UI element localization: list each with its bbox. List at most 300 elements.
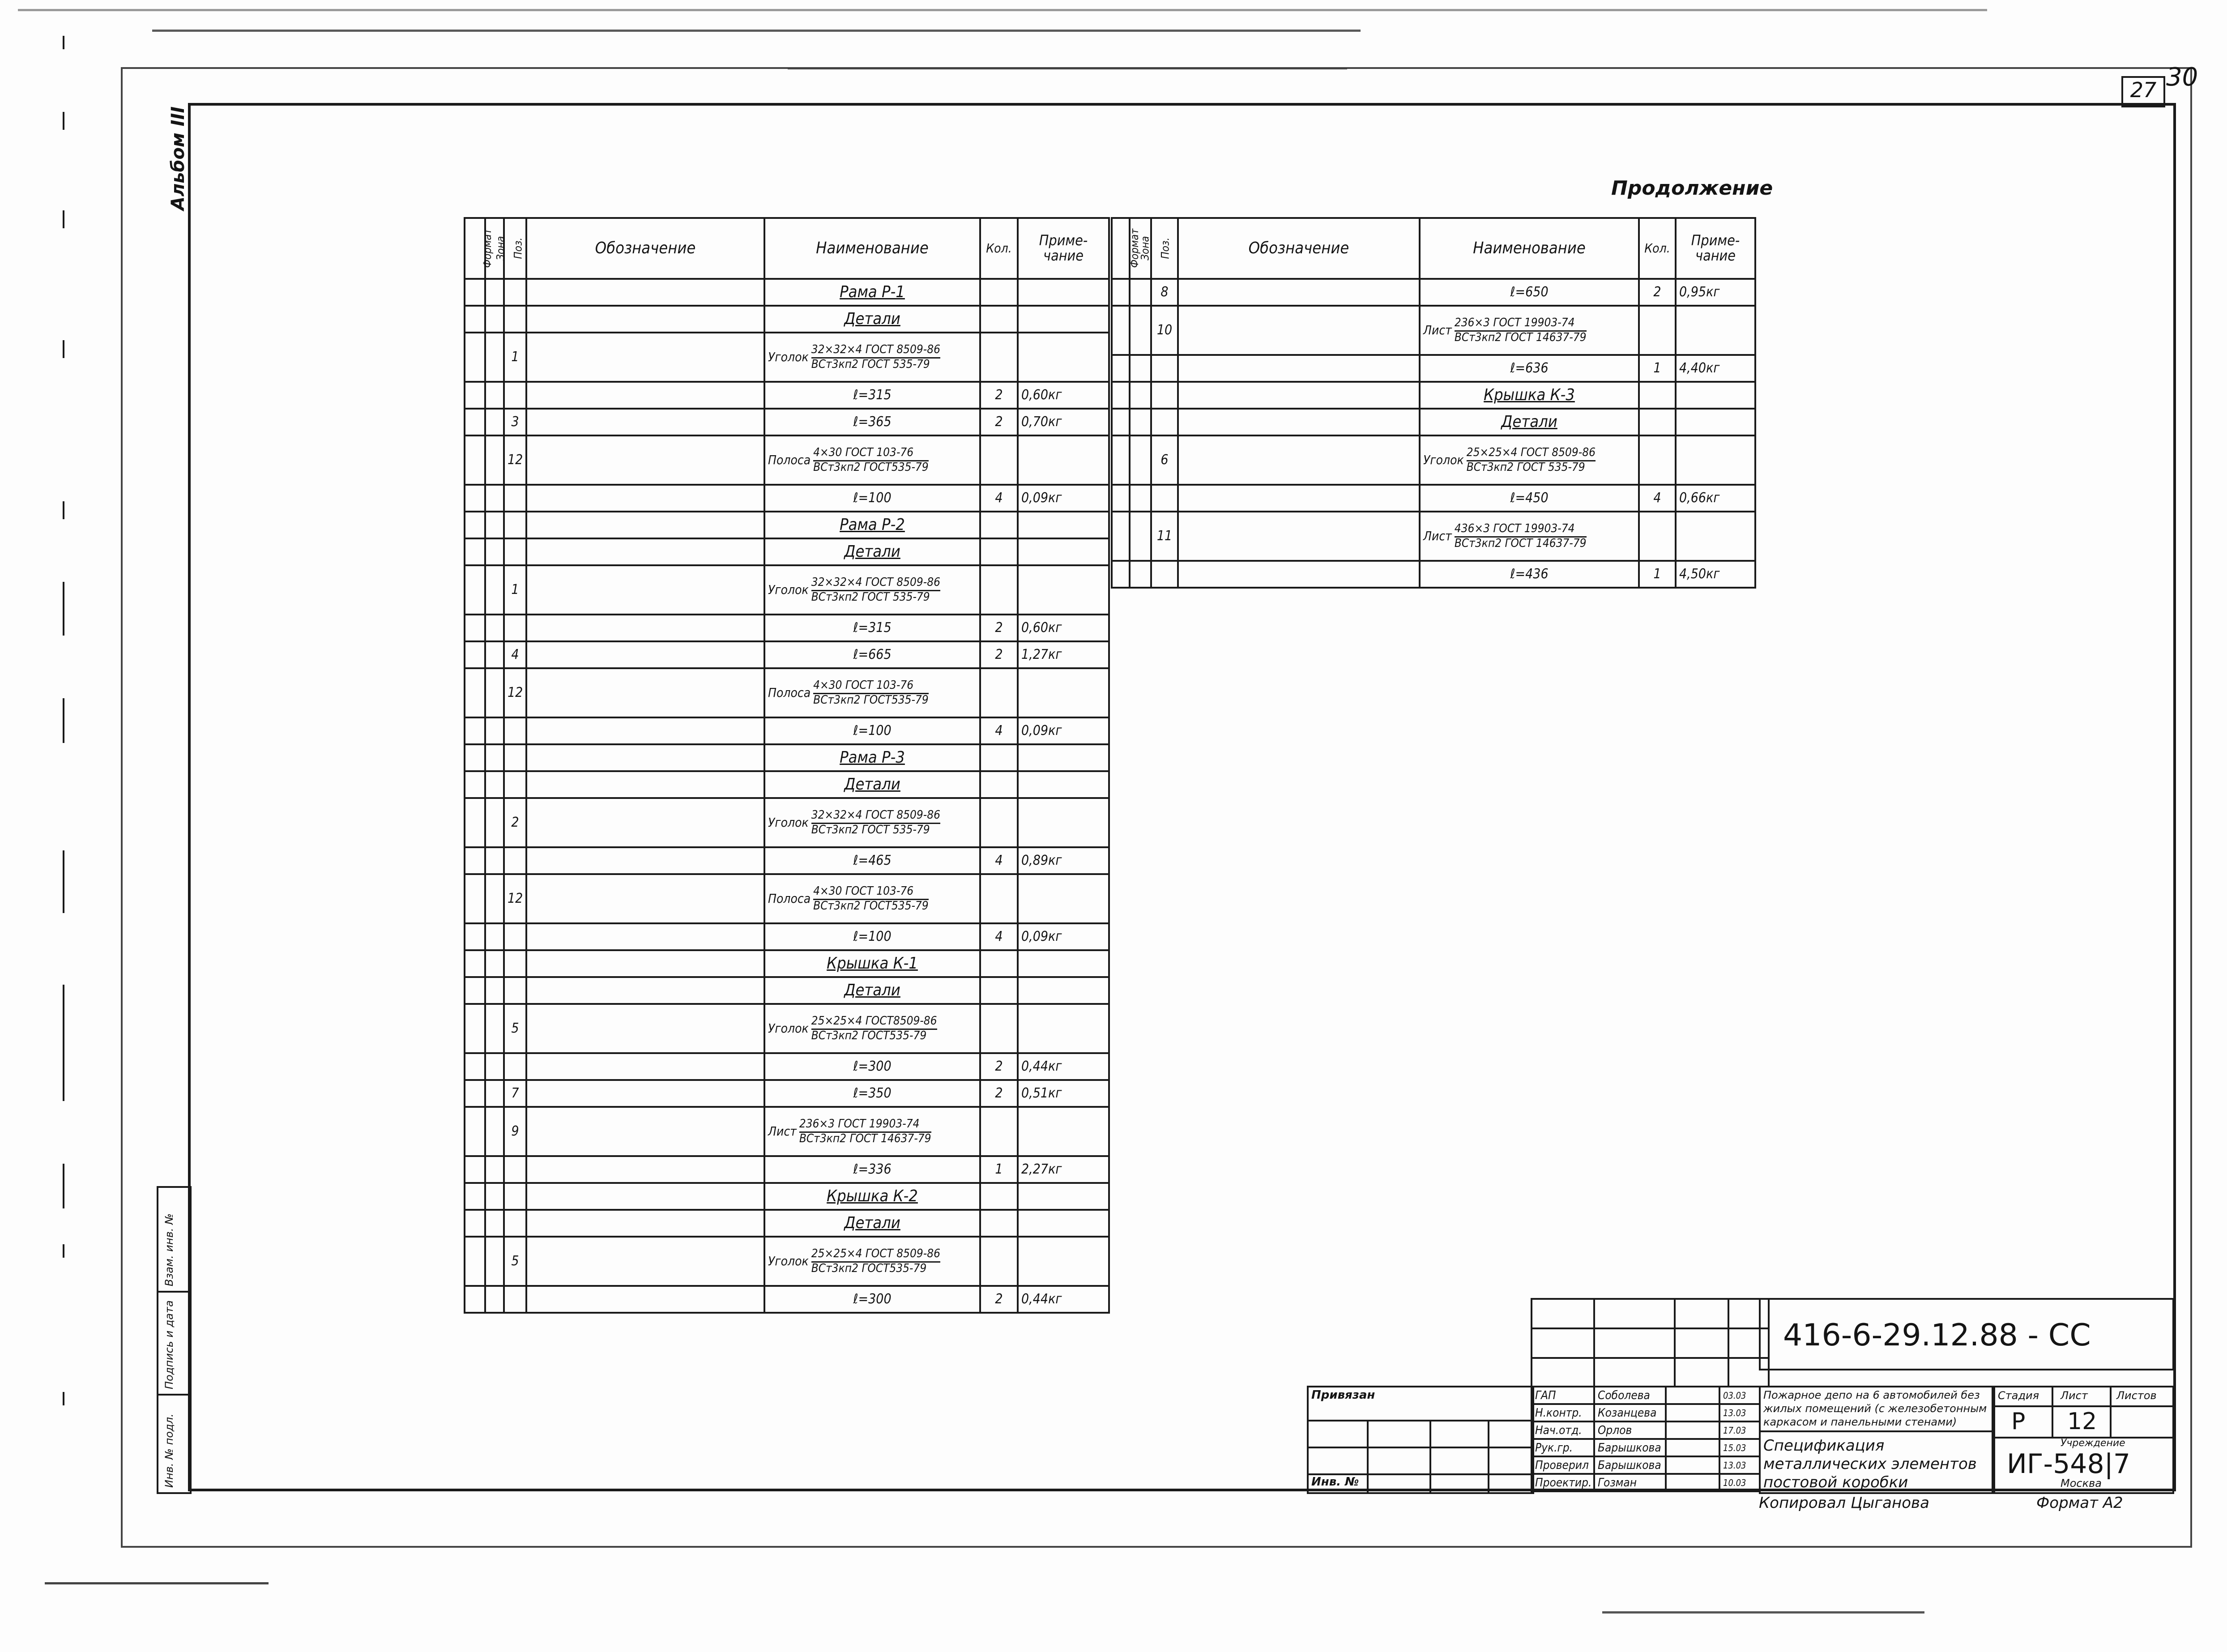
item-title: ℓ=300: [853, 1059, 892, 1075]
signature-sign: [1666, 1404, 1719, 1421]
cell-pos: 9: [504, 1107, 526, 1156]
col-qty-header: Кол.: [1639, 218, 1676, 279]
cell-zone: [485, 485, 504, 512]
cell-format: [1112, 561, 1130, 588]
cell-pos: 12: [504, 874, 526, 923]
cell-pos: 5: [504, 1237, 526, 1286]
item-title: Рама Р-1: [840, 283, 905, 302]
cell-designation: [1178, 409, 1420, 435]
cell-qty: 2: [980, 1053, 1018, 1080]
cell-name: [764, 874, 980, 923]
cell-designation: [526, 1080, 764, 1107]
profile-spec: 32×32×4 ГОСТ 8509-86: [811, 344, 940, 358]
cell-pos: [504, 382, 526, 409]
part-kind: Уголок: [768, 350, 809, 365]
cell-designation: [526, 641, 764, 668]
cell-qty: [980, 306, 1018, 333]
cell-note: [1018, 435, 1109, 485]
cell-format: [465, 615, 485, 641]
cell-zone: [1130, 306, 1151, 355]
part-kind: Полоса: [768, 685, 811, 700]
cell-pos: 3: [504, 409, 526, 435]
spec-row: [465, 435, 1109, 485]
signature-name: Козанцева: [1594, 1404, 1666, 1421]
spec-row: [1112, 355, 1755, 382]
col-zone-header: Зона: [485, 218, 504, 279]
signature-row: [1532, 1474, 1760, 1491]
item-title: ℓ=650: [1510, 284, 1549, 300]
item-title: ℓ=636: [1510, 360, 1549, 376]
cell-name: [764, 717, 980, 744]
cell-format: [465, 1210, 485, 1237]
cell-zone: [485, 1237, 504, 1286]
signature-sign: [1666, 1439, 1719, 1456]
material-spec: ВСт3кп2 ГОСТ 535-79: [811, 823, 930, 837]
col-pos-header: Поз.: [504, 218, 526, 279]
cell-zone: [1130, 561, 1151, 588]
cell-pos: [504, 977, 526, 1004]
inventory-label: Инв. №: [1311, 1475, 1359, 1489]
cell-designation: [526, 409, 764, 435]
cell-zone: [1130, 355, 1151, 382]
part-kind: Лист: [768, 1124, 797, 1139]
col-qty-header: Кол.: [980, 218, 1018, 279]
profile-spec: 32×32×4 ГОСТ 8509-86: [811, 576, 940, 591]
cell-pos: [504, 744, 526, 771]
cell-note: 2,27кг: [1018, 1156, 1109, 1183]
cell-format: [465, 1053, 485, 1080]
item-title: Детали: [844, 310, 900, 329]
cell-zone: [1130, 279, 1151, 306]
signature-role: Н.контр.: [1532, 1404, 1594, 1421]
signature-row: [1532, 1439, 1760, 1456]
cell-name: [764, 1004, 980, 1053]
cell-pos: 1: [504, 565, 526, 615]
cell-qty: [980, 1004, 1018, 1053]
cell-format: [465, 306, 485, 333]
cell-name: [764, 1183, 980, 1210]
col-format-header: Формат: [1112, 218, 1130, 279]
signature-sign: [1666, 1474, 1719, 1491]
cell-name: [764, 950, 980, 977]
cell-qty: [980, 435, 1018, 485]
cell-zone: [485, 382, 504, 409]
cell-designation: [526, 923, 764, 950]
cell-qty: 1: [1639, 561, 1676, 588]
cell-qty: 4: [1639, 485, 1676, 512]
cell-format: [1112, 512, 1130, 561]
cell-designation: [1178, 512, 1420, 561]
part-kind: Лист: [1423, 323, 1452, 338]
material-spec: ВСт3кп2 ГОСТ 14637-79: [1454, 330, 1587, 344]
cell-name: [1420, 306, 1639, 355]
margin-mark: [63, 501, 64, 519]
col-name-header: Наименование: [1420, 218, 1639, 279]
cell-note: [1018, 538, 1109, 565]
signatures-table: [1531, 1386, 1761, 1492]
signature-role: Проверил: [1532, 1456, 1594, 1474]
spec-row: [465, 923, 1109, 950]
cell-designation: [526, 771, 764, 798]
col-designation-header: Обозначение: [526, 218, 764, 279]
spec-row: [465, 1286, 1109, 1313]
cell-note: 0,09кг: [1018, 485, 1109, 512]
cell-qty: 2: [980, 409, 1018, 435]
sheets-label: Листов: [2116, 1389, 2157, 1402]
cell-name: [764, 798, 980, 847]
cell-note: 0,44кг: [1018, 1053, 1109, 1080]
margin-mark: [63, 582, 64, 636]
spec-row: [465, 798, 1109, 847]
cell-note: [1676, 409, 1755, 435]
cell-format: [465, 874, 485, 923]
item-title: ℓ=450: [1510, 490, 1549, 506]
profile-spec: 4×30 ГОСТ 103-76: [813, 679, 929, 694]
spec-row: [1112, 512, 1755, 561]
spec-row: [465, 977, 1109, 1004]
cell-designation: [1178, 485, 1420, 512]
profile-spec: 25×25×4 ГОСТ8509-86: [811, 1015, 937, 1029]
cell-designation: [526, 485, 764, 512]
cell-qty: [980, 1183, 1018, 1210]
cell-pos: [504, 306, 526, 333]
signature-role: Проектир.: [1532, 1474, 1594, 1491]
signature-date: 03.03: [1719, 1387, 1760, 1404]
item-title: Детали: [1501, 413, 1557, 431]
item-title: Рама Р-2: [840, 516, 905, 534]
stage-value: Р: [2011, 1408, 2026, 1435]
col-note-header: Приме-чание: [1018, 218, 1109, 279]
cell-pos: [504, 771, 526, 798]
cell-qty: 2: [980, 1286, 1018, 1313]
cell-format: [1112, 279, 1130, 306]
cell-pos: 6: [1151, 435, 1178, 485]
sheet-title: Спецификация металлических элементов постовой коробки: [1763, 1437, 1977, 1491]
cell-pos: [504, 1156, 526, 1183]
cell-qty: [980, 744, 1018, 771]
cell-zone: [485, 847, 504, 874]
stage-label: Стадия: [1998, 1389, 2039, 1402]
signature-name: Барышкова: [1594, 1456, 1666, 1474]
cell-designation: [526, 382, 764, 409]
cell-format: [465, 279, 485, 306]
cell-pos: [1151, 409, 1178, 435]
profile-spec: 32×32×4 ГОСТ 8509-86: [811, 809, 940, 824]
cell-note: [1018, 668, 1109, 717]
col-note-header: Приме-чание: [1676, 218, 1755, 279]
cell-designation: [526, 1107, 764, 1156]
signature-row: [1532, 1404, 1760, 1421]
cell-zone: [1130, 409, 1151, 435]
cell-designation: [526, 798, 764, 847]
cell-pos: [504, 279, 526, 306]
cell-note: 0,89кг: [1018, 847, 1109, 874]
spec-row: [465, 485, 1109, 512]
signature-name: Гозман: [1594, 1474, 1666, 1491]
cell-format: [465, 409, 485, 435]
cell-format: [465, 1080, 485, 1107]
cell-name: [764, 744, 980, 771]
cell-pos: [504, 538, 526, 565]
signature-row: [1532, 1421, 1760, 1439]
item-title: ℓ=365: [853, 414, 892, 430]
spec-row: [465, 668, 1109, 717]
cell-designation: [526, 1156, 764, 1183]
cell-zone: [485, 333, 504, 382]
part-kind: Уголок: [768, 1254, 809, 1269]
cell-designation: [1178, 355, 1420, 382]
spec-row: [465, 1004, 1109, 1053]
profile-spec: 236×3 ГОСТ 19903-74: [1455, 317, 1587, 331]
cell-zone: [485, 717, 504, 744]
cell-format: [1112, 485, 1130, 512]
signature-role: ГАП: [1532, 1387, 1594, 1404]
cell-note: [1018, 1210, 1109, 1237]
signature-date: 13.03: [1719, 1404, 1760, 1421]
cell-pos: [504, 485, 526, 512]
spec-row: [465, 382, 1109, 409]
cell-pos: 11: [1151, 512, 1178, 561]
cell-format: [465, 744, 485, 771]
cell-designation: [526, 847, 764, 874]
cell-qty: [980, 1237, 1018, 1286]
cell-note: [1018, 565, 1109, 615]
institution-city: Москва: [2061, 1477, 2102, 1490]
cell-format: [465, 485, 485, 512]
cell-format: [465, 1183, 485, 1210]
item-title: Детали: [844, 981, 900, 1000]
cell-name: [764, 923, 980, 950]
cell-note: [1018, 771, 1109, 798]
cell-designation: [1178, 382, 1420, 409]
material-spec: ВСт3кп2 ГОСТ 535-79: [811, 590, 930, 604]
cell-qty: [1639, 435, 1676, 485]
item-title: Детали: [844, 1214, 900, 1233]
item-title: Рама Р-3: [840, 748, 905, 767]
cell-name: [764, 1210, 980, 1237]
cell-zone: [485, 1004, 504, 1053]
cell-zone: [485, 1286, 504, 1313]
col-format-header: Формат: [465, 218, 485, 279]
profile-spec: 25×25×4 ГОСТ 8509-86: [811, 1248, 940, 1262]
cell-qty: [1639, 382, 1676, 409]
cell-name: [764, 1053, 980, 1080]
cell-pos: 12: [504, 435, 526, 485]
side-stamp: [157, 1186, 192, 1494]
spec-row: [465, 306, 1109, 333]
album-label: Альбом III: [168, 106, 188, 210]
cell-format: [1112, 409, 1130, 435]
cell-zone: [485, 1210, 504, 1237]
cell-qty: [980, 798, 1018, 847]
cell-format: [465, 717, 485, 744]
cell-zone: [1130, 382, 1151, 409]
cell-zone: [485, 771, 504, 798]
cell-name: [764, 668, 980, 717]
cell-format: [1112, 435, 1130, 485]
cell-format: [465, 950, 485, 977]
cell-qty: [980, 1210, 1018, 1237]
cell-note: 0,60кг: [1018, 615, 1109, 641]
project-name: Пожарное депо на 6 автомобилей без жилых помещений (с железобетонным каркасом и панельными стенами): [1763, 1389, 1987, 1428]
cell-pos: [1151, 382, 1178, 409]
material-spec: ВСт3кп2 ГОСТ 535-79: [1466, 460, 1585, 474]
cell-format: [465, 847, 485, 874]
cell-name: [764, 977, 980, 1004]
cell-qty: [1639, 306, 1676, 355]
cell-zone: [485, 1107, 504, 1156]
profile-spec: 436×3 ГОСТ 19903-74: [1455, 523, 1587, 537]
cell-note: [1676, 382, 1755, 409]
item-title: ℓ=436: [1510, 566, 1549, 582]
cell-name: [764, 306, 980, 333]
cell-zone: [485, 1080, 504, 1107]
signature-date: 10.03: [1719, 1474, 1760, 1491]
margin-mark: [63, 698, 64, 743]
cell-note: 0,09кг: [1018, 717, 1109, 744]
cell-designation: [526, 950, 764, 977]
cell-qty: [980, 771, 1018, 798]
signature-sign: [1666, 1421, 1719, 1439]
item-title: ℓ=100: [853, 490, 892, 506]
material-spec: ВСт3кп2 ГОСТ535-79: [813, 693, 929, 707]
cell-pos: [504, 950, 526, 977]
cell-designation: [526, 1004, 764, 1053]
cell-qty: [1639, 409, 1676, 435]
sheet-label: Лист: [2061, 1389, 2088, 1402]
spec-row: [1112, 306, 1755, 355]
signature-date: 17.03: [1719, 1421, 1760, 1439]
cell-qty: 1: [980, 1156, 1018, 1183]
profile-spec: 4×30 ГОСТ 103-76: [813, 885, 929, 900]
cell-designation: [526, 1237, 764, 1286]
cell-format: [465, 1237, 485, 1286]
cell-note: [1676, 512, 1755, 561]
margin-mark: [63, 1244, 64, 1258]
cell-name: [1420, 409, 1639, 435]
continuation-label: Продолжение: [1611, 177, 1773, 200]
cell-designation: [526, 565, 764, 615]
spec-row: [465, 847, 1109, 874]
binding-block: [1307, 1386, 1534, 1494]
spec-row: [465, 1183, 1109, 1210]
cell-qty: [980, 512, 1018, 538]
cell-note: [1018, 874, 1109, 923]
cell-note: 0,66кг: [1676, 485, 1755, 512]
cell-zone: [485, 409, 504, 435]
cell-pos: [504, 1053, 526, 1080]
spec-row: [1112, 561, 1755, 588]
item-title: ℓ=100: [853, 723, 892, 739]
cell-note: [1018, 279, 1109, 306]
part-kind: Полоса: [768, 891, 811, 906]
cell-format: [465, 512, 485, 538]
cell-name: [1420, 435, 1639, 485]
cell-pos: 8: [1151, 279, 1178, 306]
cell-pos: 1: [504, 333, 526, 382]
spec-row: [465, 641, 1109, 668]
material-spec: ВСт3кп2 ГОСТ535-79: [811, 1029, 927, 1042]
cell-note: [1018, 744, 1109, 771]
margin-mark: [63, 985, 64, 1101]
cell-zone: [485, 538, 504, 565]
spec-row: [1112, 485, 1755, 512]
profile-spec: 236×3 ГОСТ 19903-74: [799, 1118, 931, 1132]
cell-format: [465, 1107, 485, 1156]
cell-qty: 4: [980, 923, 1018, 950]
cell-format: [465, 771, 485, 798]
cell-format: [465, 565, 485, 615]
spec-row: [465, 1080, 1109, 1107]
cell-zone: [1130, 435, 1151, 485]
spec-row: [465, 333, 1109, 382]
cell-note: [1018, 798, 1109, 847]
cell-note: [1676, 306, 1755, 355]
cell-name: [764, 1156, 980, 1183]
cell-note: 4,50кг: [1676, 561, 1755, 588]
part-kind: Уголок: [768, 815, 809, 830]
cell-qty: [980, 1107, 1018, 1156]
drawing-code: 416-6-29.12.88 - СС: [1783, 1318, 2091, 1353]
margin-mark: [63, 340, 64, 358]
spec-row: [1112, 382, 1755, 409]
spec-row: [465, 771, 1109, 798]
cell-pos: [504, 1286, 526, 1313]
side-stamp-inventory: Инв. № подл.: [163, 1413, 175, 1488]
cell-pos: [504, 717, 526, 744]
cell-qty: [980, 538, 1018, 565]
cell-pos: [504, 615, 526, 641]
item-title: Детали: [844, 775, 900, 794]
cell-name: [764, 1080, 980, 1107]
title-block: [1307, 1298, 2171, 1490]
cell-format: [1112, 382, 1130, 409]
cell-pos: [504, 512, 526, 538]
cell-pos: [504, 923, 526, 950]
cell-note: 0,44кг: [1018, 1286, 1109, 1313]
spec-row: [1112, 279, 1755, 306]
signature-role: Нач.отд.: [1532, 1421, 1594, 1439]
spec-row: [465, 1053, 1109, 1080]
cell-zone: [485, 1053, 504, 1080]
copied-by: Копировал Цыганова: [1759, 1494, 1929, 1512]
cell-name: [764, 847, 980, 874]
cell-zone: [485, 1156, 504, 1183]
cell-designation: [526, 435, 764, 485]
cell-zone: [485, 641, 504, 668]
spec-row: [465, 279, 1109, 306]
cell-zone: [485, 923, 504, 950]
spec-table-right: [1111, 217, 1756, 589]
cell-designation: [526, 977, 764, 1004]
cell-qty: 2: [980, 615, 1018, 641]
cell-zone: [485, 798, 504, 847]
profile-spec: 4×30 ГОСТ 103-76: [813, 447, 929, 461]
material-spec: ВСт3кп2 ГОСТ535-79: [813, 460, 929, 474]
cell-pos: 5: [504, 1004, 526, 1053]
cell-name: [1420, 485, 1639, 512]
scan-edge-line: [18, 9, 1987, 11]
cell-pos: [1151, 485, 1178, 512]
cell-designation: [526, 874, 764, 923]
cell-pos: [504, 1183, 526, 1210]
cell-note: 0,09кг: [1018, 923, 1109, 950]
item-title: ℓ=315: [853, 620, 892, 636]
cell-format: [465, 333, 485, 382]
cell-pos: [504, 847, 526, 874]
signature-name: Соболева: [1594, 1387, 1666, 1404]
cell-zone: [485, 565, 504, 615]
